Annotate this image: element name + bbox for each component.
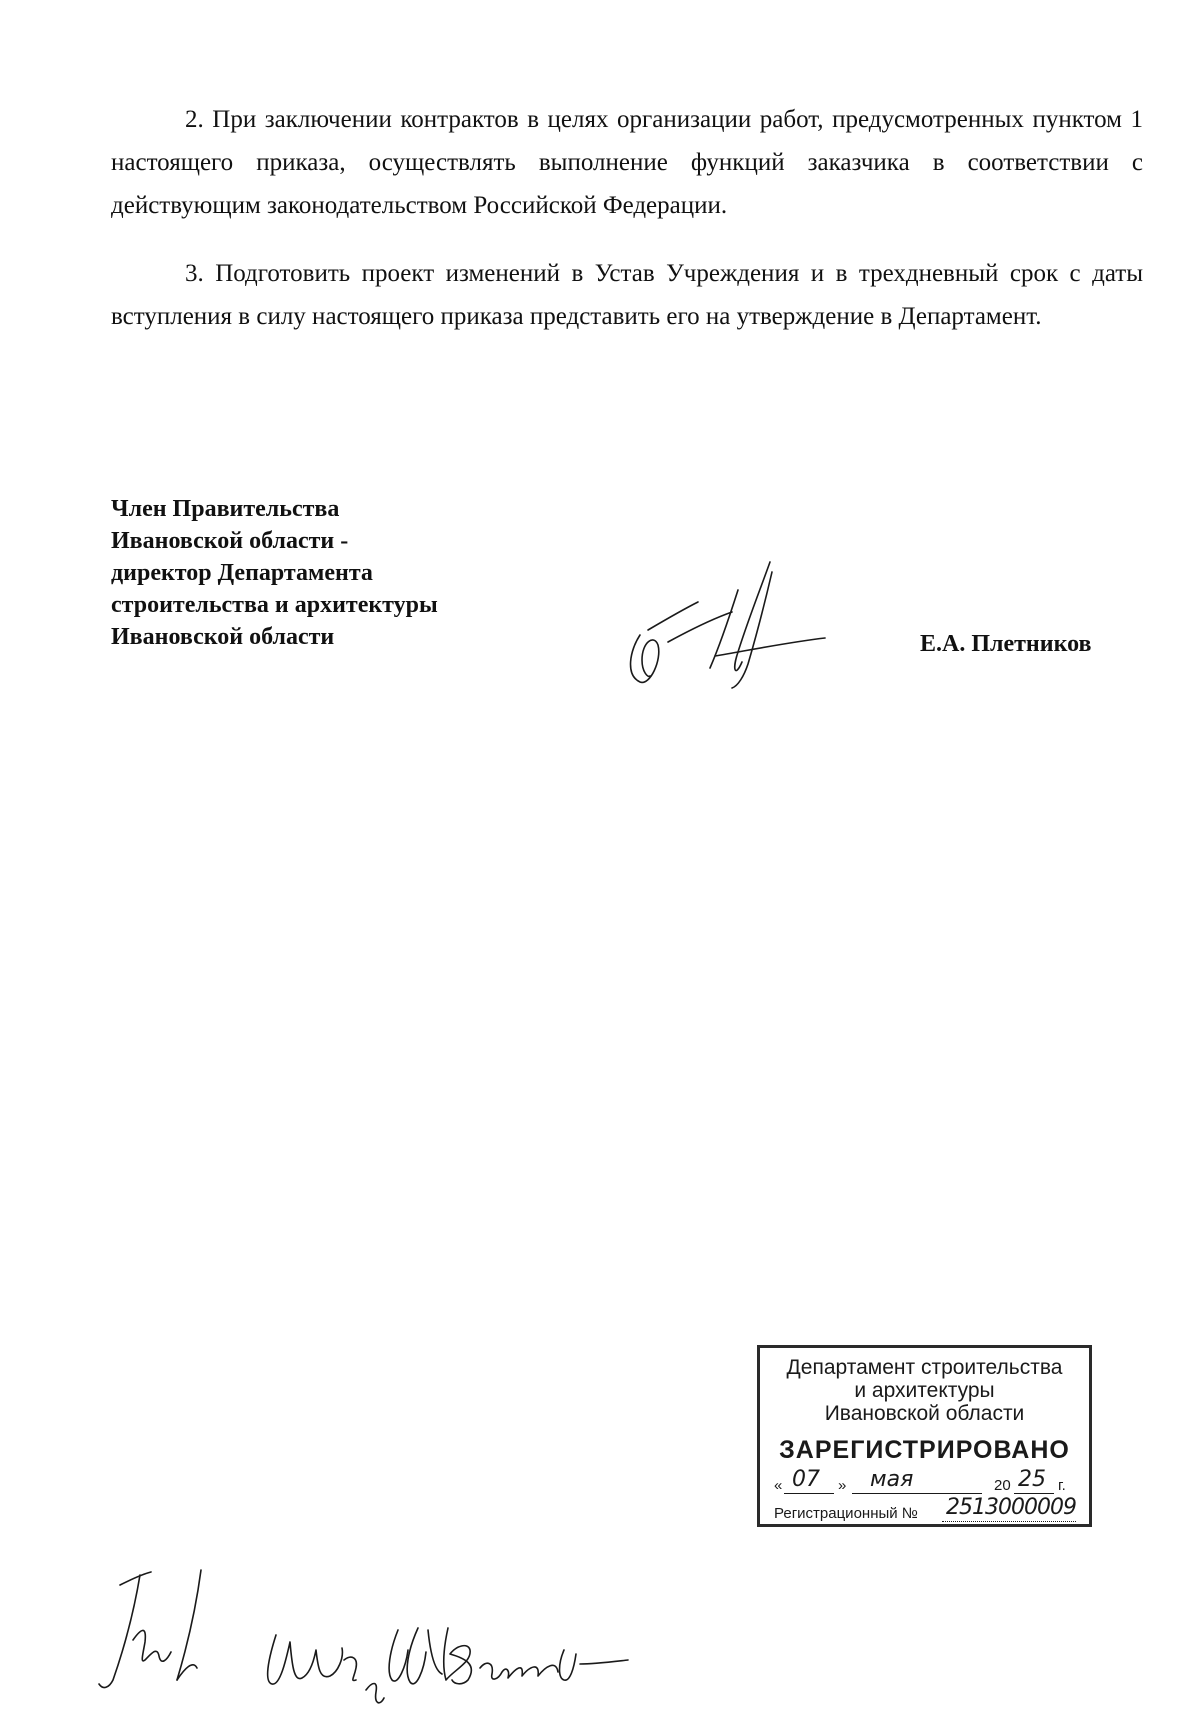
stamp-org-line: Ивановской области	[824, 1402, 1025, 1425]
stamp-number-row	[774, 1495, 1079, 1525]
stamp-year-prefix: 20	[994, 1477, 1011, 1494]
registration-stamp	[757, 1345, 1092, 1527]
stamp-day-underline	[784, 1493, 834, 1494]
stamp-month-underline	[852, 1493, 982, 1494]
signer-title-line: Ивановской области -	[111, 528, 349, 554]
stamp-org-line: и архитектуры	[854, 1379, 995, 1402]
signer-title-block	[111, 493, 438, 653]
stamp-month: мая	[870, 1467, 914, 1492]
paragraph-3-container	[111, 252, 1143, 338]
signer-title-line: Ивановской области	[111, 624, 335, 650]
stamp-registered-label: ЗАРЕГИСТРИРОВАНО	[779, 1436, 1070, 1464]
director-signature	[620, 560, 850, 690]
paragraph-3: 3. Подготовить проект изменений в Устав Учреждения и в трехдневный срок с даты вступления в силу настоящего приказа представить его на утверждение в Департамент.	[111, 260, 1143, 330]
stamp-day: 07	[792, 1467, 820, 1492]
stamp-quote-open: «	[774, 1477, 783, 1494]
stamp-reg-label: Регистрационный №	[774, 1505, 918, 1522]
signer-title-line: строительства и архитектуры	[111, 592, 438, 618]
stamp-date-row	[774, 1467, 1079, 1497]
stamp-quote-close: »	[838, 1477, 847, 1494]
signer-title-line: Член Правительства	[111, 496, 340, 522]
paragraph-2-container	[111, 98, 1143, 227]
approval-signature-1	[85, 1560, 215, 1690]
stamp-year-unit: г.	[1058, 1477, 1066, 1494]
signer-title-line: директор Департамента	[111, 560, 373, 586]
stamp-reg-number: 2513000009	[946, 1495, 1076, 1520]
stamp-year-underline	[1014, 1493, 1054, 1494]
stamp-number-underline	[942, 1521, 1076, 1522]
paragraph-2: 2. При заключении контрактов в целях организации работ, предусмотренных пунктом 1 настоящего приказа, осуществлять выполнение функций заказчика в соответствии с действующим законодательством Российской Федерации.	[111, 106, 1143, 219]
signer-name: Е.А. Плетников	[920, 631, 1092, 657]
stamp-org-line: Департамент строительства	[786, 1356, 1063, 1379]
stamp-year: 25	[1018, 1467, 1046, 1492]
